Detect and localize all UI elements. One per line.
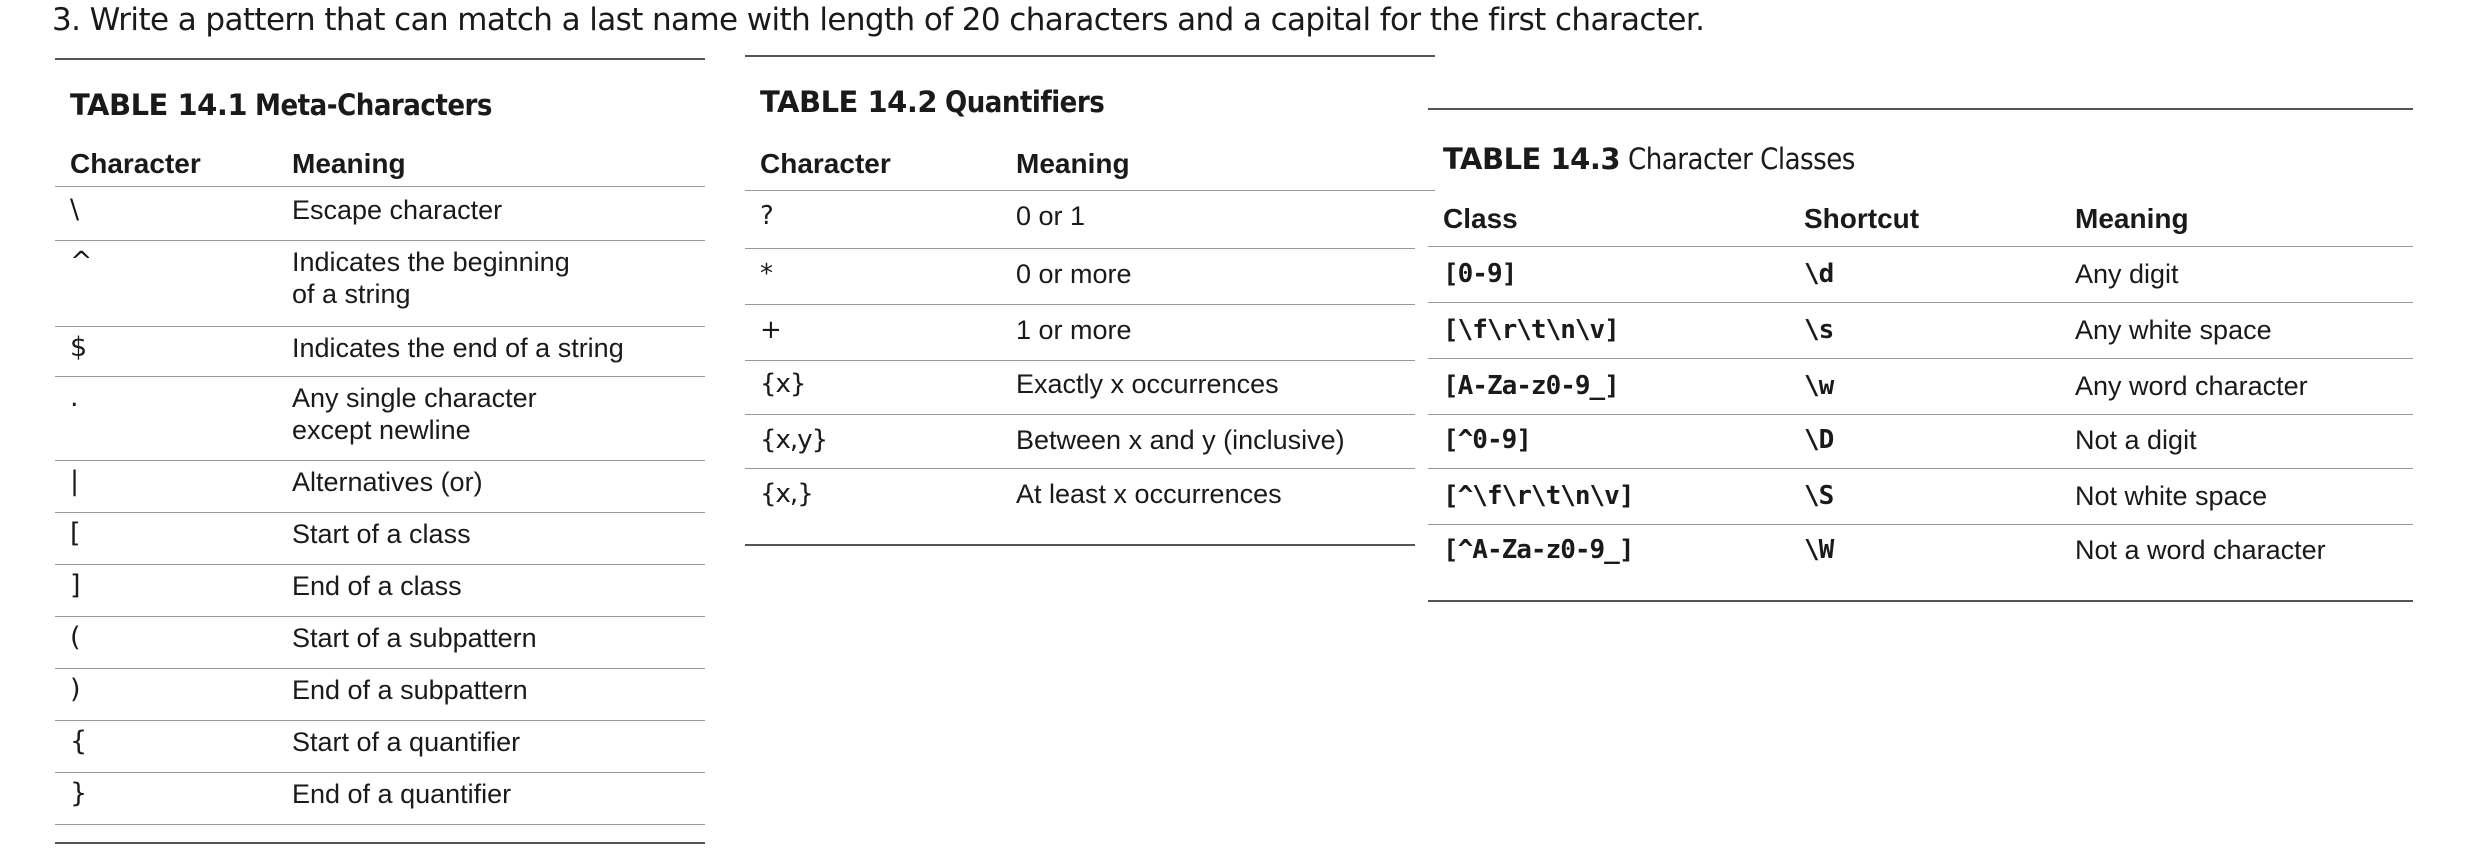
table3-cell-meaning: Not a digit bbox=[2075, 425, 2197, 455]
table3-header-shortcut: Shortcut bbox=[1804, 203, 1920, 234]
table3-cell-class: [0-9] bbox=[1443, 259, 1517, 289]
table1-row-divider bbox=[55, 824, 705, 825]
table3-header-meaning: Meaning bbox=[2075, 203, 2189, 234]
table2-row-divider bbox=[745, 468, 1415, 469]
table2-row-divider bbox=[745, 304, 1415, 305]
table3-cell-shortcut: \d bbox=[1804, 259, 1834, 289]
table2-cell-meaning: 0 or 1 bbox=[1016, 201, 1086, 231]
table2-title: Quantifiers bbox=[945, 85, 1105, 119]
table3-cell-class: [^0-9] bbox=[1443, 425, 1531, 455]
table1-row-divider bbox=[55, 240, 705, 241]
table3-cell-class: [A-Za-z0-9_] bbox=[1443, 371, 1619, 401]
table1-cell-character: . bbox=[70, 382, 79, 413]
table2-row-divider bbox=[745, 190, 1435, 191]
table3-cell-class: [\f\r\t\n\v] bbox=[1443, 315, 1619, 345]
table1-row-divider bbox=[55, 772, 705, 773]
table1-row-divider bbox=[55, 668, 705, 669]
table2-cell-character: {x} bbox=[760, 369, 806, 399]
table3-cell-class: [^\f\r\t\n\v] bbox=[1443, 481, 1634, 511]
table2-cell-meaning: 0 or more bbox=[1016, 259, 1132, 289]
table2-cell-meaning: Exactly x occurrences bbox=[1016, 369, 1279, 399]
table1-row-divider bbox=[55, 720, 705, 721]
table1-cell-character: } bbox=[70, 778, 88, 809]
table2-cell-character: * bbox=[760, 259, 772, 289]
table1-header-meaning: Meaning bbox=[292, 148, 406, 179]
table1-cell-meaning-line2: except newline bbox=[292, 415, 471, 445]
table1-row-divider bbox=[55, 376, 705, 377]
table1-cell-meaning: Start of a class bbox=[292, 519, 471, 549]
table2-bottom-rule bbox=[745, 544, 1415, 546]
table3-row-divider bbox=[1428, 358, 2413, 359]
table1-cell-character: ^ bbox=[70, 246, 93, 277]
table1-row-divider bbox=[55, 512, 705, 513]
table3-bottom-rule bbox=[1428, 600, 2413, 602]
table1-cell-character: | bbox=[70, 466, 80, 497]
table2-row-divider bbox=[745, 248, 1415, 249]
table2-number: TABLE 14.2 bbox=[760, 85, 938, 119]
table1-cell-meaning: Start of a quantifier bbox=[292, 727, 521, 757]
table3-cell-shortcut: \s bbox=[1804, 315, 1834, 345]
table1-cell-meaning: Alternatives (or) bbox=[292, 467, 483, 497]
table1-cell-meaning: Any single character bbox=[292, 383, 537, 413]
table2-cell-character: ? bbox=[760, 201, 773, 231]
table3-cell-shortcut: \W bbox=[1804, 535, 1834, 565]
table3-cell-shortcut: \S bbox=[1804, 481, 1834, 511]
table3-row-divider bbox=[1428, 302, 2413, 303]
table1-top-rule bbox=[55, 58, 705, 60]
table1-row-divider bbox=[55, 326, 705, 327]
table2-cell-character: {x,y} bbox=[760, 425, 828, 455]
table2-header-meaning: Meaning bbox=[1016, 148, 1130, 179]
table1-bottom-rule bbox=[55, 842, 705, 844]
table1-cell-meaning: Escape character bbox=[292, 195, 503, 225]
table1-cell-character: $ bbox=[70, 332, 88, 363]
table2-row-divider bbox=[745, 414, 1415, 415]
table3-row-divider bbox=[1428, 468, 2413, 469]
table3-cell-shortcut: \w bbox=[1804, 371, 1834, 401]
table3-title: Character Classes bbox=[1628, 142, 1855, 176]
table3-cell-meaning: Not white space bbox=[2075, 481, 2268, 511]
table2-top-rule bbox=[745, 55, 1435, 57]
table3-number: TABLE 14.3 bbox=[1443, 142, 1621, 176]
table1-number: TABLE 14.1 bbox=[70, 88, 248, 122]
table1-cell-character: { bbox=[70, 726, 88, 757]
table3-cell-meaning: Not a word character bbox=[2075, 535, 2326, 565]
table2-cell-meaning: At least x occurrences bbox=[1016, 479, 1282, 509]
table1-cell-character: ) bbox=[70, 674, 81, 705]
table1-cell-character: [ bbox=[70, 518, 81, 549]
table2-header-character: Character bbox=[760, 148, 891, 179]
table1-cell-character: ] bbox=[70, 570, 81, 601]
table1-cell-meaning: Indicates the end of a string bbox=[292, 333, 624, 363]
table1-header-character: Character bbox=[70, 148, 201, 179]
table3-row-divider bbox=[1428, 524, 2413, 525]
table2-row-divider bbox=[745, 360, 1415, 361]
table1-caption bbox=[70, 88, 492, 122]
table3-cell-meaning: Any digit bbox=[2075, 259, 2179, 289]
table3-cell-meaning: Any word character bbox=[2075, 371, 2308, 401]
table3-top-rule bbox=[1428, 108, 2413, 110]
table2-cell-meaning: Between x and y (inclusive) bbox=[1016, 425, 1345, 455]
table1-cell-meaning: End of a class bbox=[292, 571, 462, 601]
table1-cell-meaning: End of a quantifier bbox=[292, 779, 512, 809]
table3-caption bbox=[1443, 142, 1855, 176]
table2-cell-meaning: 1 or more bbox=[1016, 315, 1132, 345]
table1-cell-meaning-line2: of a string bbox=[292, 279, 411, 309]
table1-row-divider bbox=[55, 460, 705, 461]
table1-row-divider bbox=[55, 616, 705, 617]
table1-cell-meaning: Indicates the beginning bbox=[292, 247, 570, 277]
table3-cell-shortcut: \D bbox=[1804, 425, 1834, 455]
table3-cell-meaning: Any white space bbox=[2075, 315, 2272, 345]
table1-cell-character: \ bbox=[70, 194, 80, 225]
table2-caption bbox=[760, 85, 1104, 119]
table3-header-class: Class bbox=[1443, 203, 1518, 234]
question-text: 3. Write a pattern that can match a last name with length of 20 characters and a capital for the first character. bbox=[52, 2, 1705, 38]
table2-cell-character: + bbox=[760, 315, 781, 345]
table3-row-divider bbox=[1428, 414, 2413, 415]
table1-cell-meaning: Start of a subpattern bbox=[292, 623, 537, 653]
table1-row-divider bbox=[55, 186, 705, 187]
table3-row-divider bbox=[1428, 246, 2413, 247]
table1-title: Meta-Characters bbox=[255, 88, 492, 122]
table2-cell-character: {x,} bbox=[760, 479, 813, 509]
table1-cell-meaning: End of a subpattern bbox=[292, 675, 528, 705]
table1-cell-character: ( bbox=[70, 622, 81, 653]
table3-cell-class: [^A-Za-z0-9_] bbox=[1443, 535, 1634, 565]
table1-row-divider bbox=[55, 564, 705, 565]
